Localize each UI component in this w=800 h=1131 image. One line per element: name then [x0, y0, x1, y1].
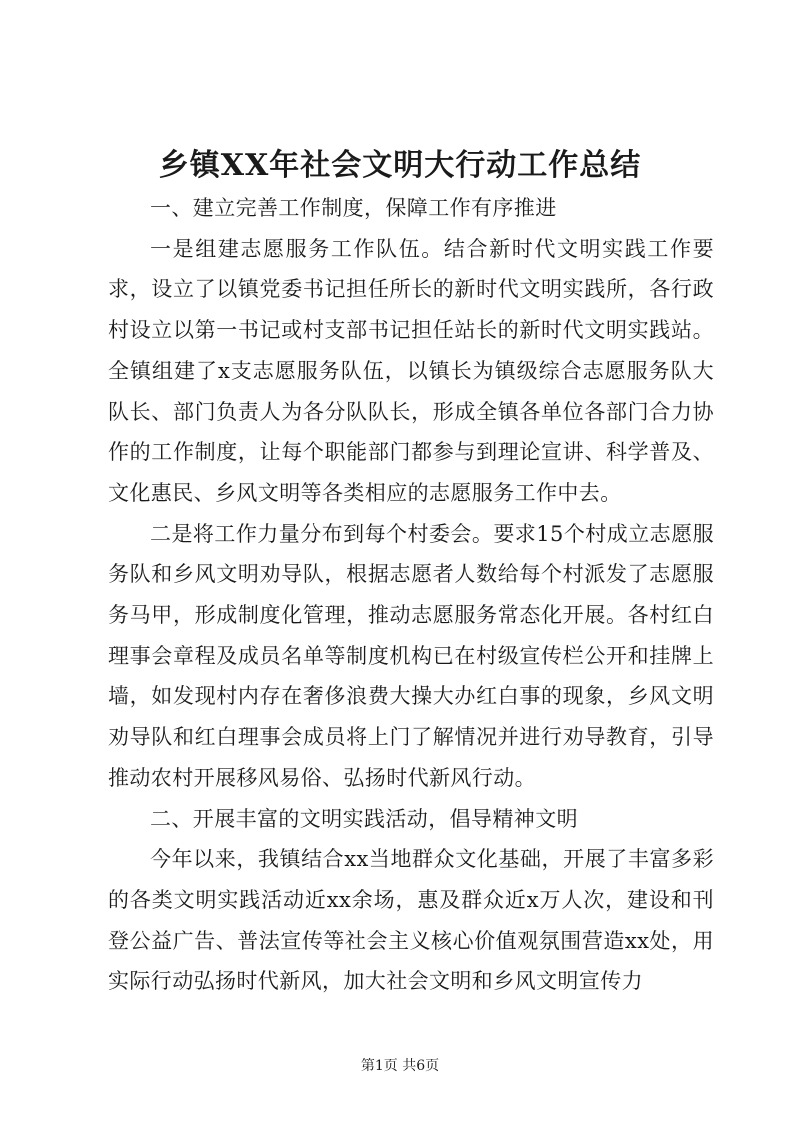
paragraph: 今年以来，我镇结合xx当地群众文化基础，开展了丰富多彩的各类文明实践活动近xx余场，惠及群众近x万人次，建设和刊登公益广告、普法宣传等社会主义核心价值观氛围营造xx处，用实际行动弘扬时代新风，加大社会文明和乡风文明宣传力	[108, 847, 714, 994]
document-title: 乡镇XX年社会文明大行动工作总结	[158, 148, 642, 183]
page-number-footer: 第1页 共6页	[360, 1058, 440, 1074]
section-heading: 二、开展丰富的文明实践活动，倡导精神文明	[150, 806, 578, 831]
paragraph: 一是组建志愿服务工作队伍。结合新时代文明实践工作要求，设立了以镇党委书记担任所长的新时代文明实践所，各行政村设立以第一书记或村支部书记担任站长的新时代文明实践站。全镇组建了x支志愿服务队伍，以镇长为镇级综合志愿服务队大队长、部门负责人为各分队队长，形成全镇各单位各部门合力协作的工作制度，让每个职能部门都参与到理论宣讲、科学普及、文化惠民、乡风文明等各类相应的志愿服务工作中去。	[108, 236, 714, 505]
paragraph: 二是将工作力量分布到每个村委会。要求15个村成立志愿服务队和乡风文明劝导队，根据志愿者人数给每个村派发了志愿服务马甲，形成制度化管理，推动志愿服务常态化开展。各村红白理事会章程及成员名单等制度机构已在村级宣传栏公开和挂牌上墙，如发现村内存在奢侈浪费大操大办红白事的现象，乡风文明劝导队和红白理事会成员将上门了解情况并进行劝导教育，引导推动农村开展移风易俗、弘扬时代新风行动。	[108, 521, 714, 790]
document-body	[108, 188, 714, 1002]
section-heading: 一、建立完善工作制度，保障工作有序推进	[150, 196, 557, 220]
